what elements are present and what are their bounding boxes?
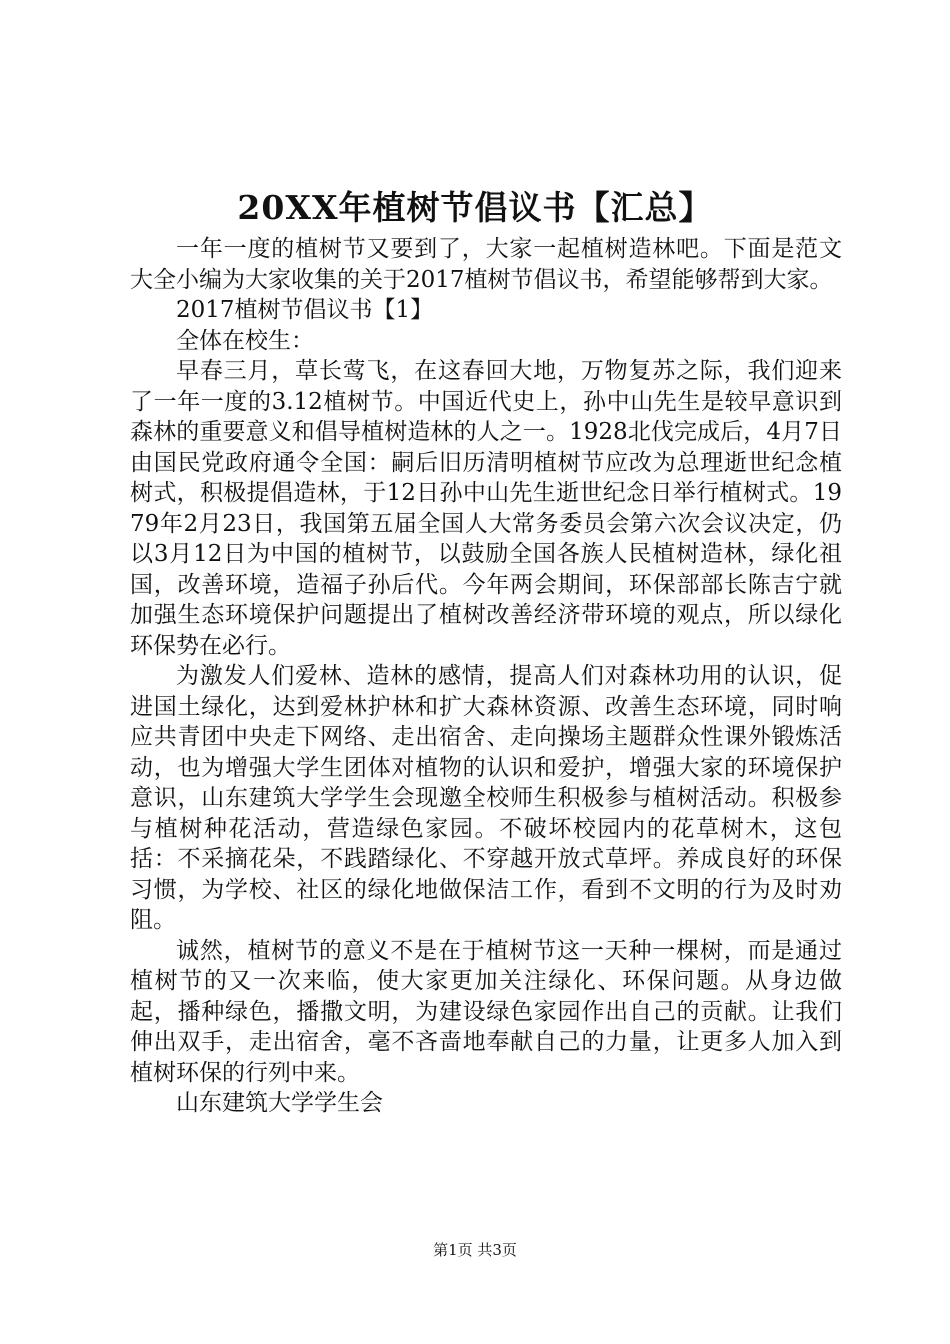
page-footer: 第1页 共3页	[433, 1241, 517, 1259]
body-paragraph-conclusion: 诚然，植树节的意义不是在于植树节这一天种一棵树，而是通过植树节的又一次来临，使大家更加关注绿化、环保问题。从身边做起，播种绿色，播撒文明，为建设绿色家园作出自己的贡献。让我们伸出双手，走出宿舍，毫不吝啬地奉献自己的力量，让更多人加入到植树环保的行列中来。	[130, 937, 842, 1086]
section-heading: 2017植树节倡议书【1】	[176, 297, 434, 323]
body-paragraph-initiative: 为激发人们爱林、造林的感情，提高人们对森林功用的认识，促进国土绿化，达到爱林护林和扩大森林资源、改善生态环境，同时响应共青团中央走下网络、走出宿舍、走向操场主题群众性课外锻炼活动，也为增强大学生团体对植物的认识和爱护，增强大家的环境保护意识，山东建筑大学学生会现邀全校师生积极参与植树活动。积极参与植树种花活动，营造绿色家园。不破坏校园内的花草树木，这包括：不采摘花朵，不践踏绿化、不穿越开放式草坪。养成良好的环保习惯，为学校、社区的绿化地做保洁工作，看到不文明的行为及时劝阻。	[130, 663, 842, 933]
salutation: 全体在校生：	[176, 327, 314, 354]
body-paragraph-history: 早春三月，草长莺飞，在这春回大地，万物复苏之际，我们迎来了一年一度的3.12植树节。中国近代史上，孙中山先生是较早意识到森林的重要意义和倡导植树造林的人之一。1928北伐完成后，4月7日由国民党政府通令全国：嗣后旧历清明植树节应改为总理逝世纪念植树式，积极提倡造林，于12日孙中山先生逝世纪念日举行植树式。1979年2月23日，我国第五届全国人大常务委员会第六次会议决定，仍以3月12日为中国的植树节，以鼓励全国各族人民植树造林，绿化祖国，改善环境，造福子孙后代。今年两会期间，环保部部长陈吉宁就加强生态环境保护问题提出了植树改善经济带环境的观点，所以绿化环保势在必行。	[130, 358, 842, 659]
document-title: 20XX年植树节倡议书【汇总】	[237, 188, 713, 227]
signature: 山东建筑大学学生会	[176, 1090, 383, 1116]
document-body	[130, 234, 842, 1119]
intro-paragraph: 一年一度的植树节又要到了，大家一起植树造林吧。下面是范文大全小编为大家收集的关于2017植树节倡议书，希望能够帮到大家。	[130, 236, 842, 293]
